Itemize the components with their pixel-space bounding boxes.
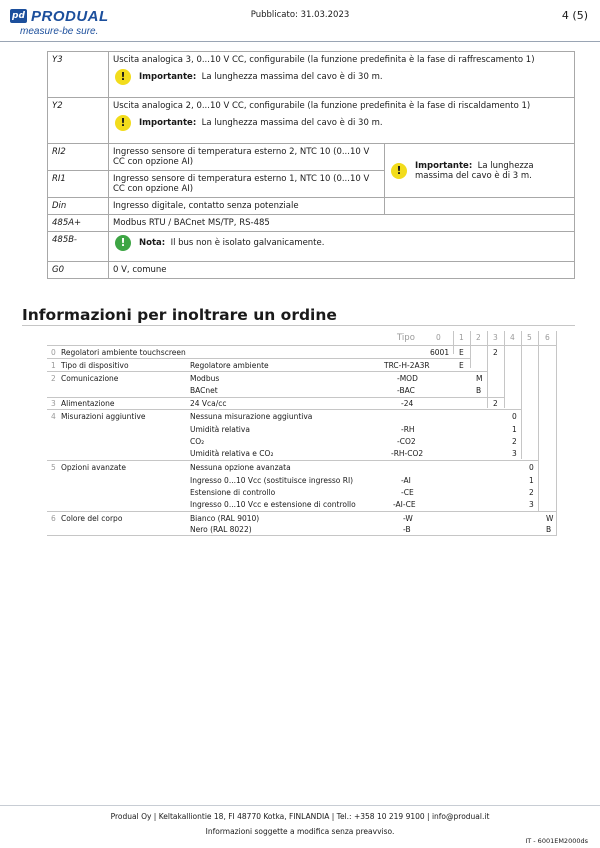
order-code: -B [403, 525, 411, 534]
row-name: Opzioni avanzate [61, 463, 126, 472]
row-name: Alimentazione [61, 399, 115, 408]
order-value: 2 [493, 399, 498, 408]
col-header: 6 [545, 333, 550, 342]
empty-cell [385, 198, 575, 215]
tipo-header: Tipo [397, 333, 415, 343]
table-row [48, 198, 575, 215]
row-option: Modbus [190, 374, 220, 383]
row-option: Bianco (RAL 9010) [190, 514, 260, 523]
row-option: Nessuna opzione avanzata [190, 463, 291, 472]
row-name: Colore del corpo [61, 514, 123, 523]
note-text: La lunghezza massima del cavo è di 30 m. [201, 118, 383, 128]
row-option: Nessuna misurazione aggiuntiva [190, 412, 313, 421]
note-text: La lunghezza massima del cavo è di 3 m. [415, 160, 534, 181]
brand-tagline: measure-be sure. [20, 26, 99, 37]
table-row [48, 262, 575, 279]
order-value: B [476, 386, 482, 395]
order-code: -CO2 [397, 437, 416, 446]
row-number: 4 [51, 412, 56, 421]
order-code: TRC-H-2A3R [384, 361, 430, 370]
order-code: -W [403, 514, 413, 523]
order-code: -AI-CE [393, 500, 416, 509]
order-value: 0 [512, 412, 517, 421]
order-code: -RH [401, 425, 415, 434]
terminal-label: G0 [48, 262, 109, 279]
row-number: 1 [51, 361, 56, 370]
row-name: Misurazioni aggiuntive [61, 412, 146, 421]
terminal-label: RI1 [48, 171, 109, 198]
brand-name: PRODUAL [31, 8, 109, 25]
terminal-label: 485A+ [48, 215, 109, 232]
note-important [113, 69, 570, 85]
order-value: 3 [529, 500, 534, 509]
table-row [48, 52, 575, 98]
col-header: 5 [527, 333, 532, 342]
terminal-desc: Modbus RTU / BACnet MS/TP, RS-485 [109, 215, 575, 232]
order-value: M [476, 374, 483, 383]
note-important [389, 161, 570, 181]
row-option: 24 Vca/cc [190, 399, 227, 408]
note-title: Nota: [139, 238, 166, 248]
row-option: Umidità relativa e CO₂ [190, 449, 274, 458]
order-value: 0 [529, 463, 534, 472]
order-code: -CE [401, 488, 414, 497]
table-row [48, 215, 575, 232]
order-value: 2 [512, 437, 517, 446]
row-number: 0 [51, 348, 56, 357]
terminal-cell [109, 98, 575, 144]
terminal-label: Y2 [48, 98, 109, 144]
row-option: Estensione di controllo [190, 488, 276, 497]
terminal-desc: Ingresso sensore di temperatura esterno 2, NTC 10 (0...10 V CC con opzione AI) [109, 144, 385, 171]
order-table [47, 331, 560, 535]
row-number: 6 [51, 514, 56, 523]
col-header: 0 [436, 333, 441, 342]
logo-mark: pd [10, 9, 27, 23]
row-number: 5 [51, 463, 56, 472]
terminal-desc: Uscita analogica 3, 0...10 V CC, configurabile (la funzione predefinita è la fase di raffrescamento 1) [113, 55, 535, 65]
terminal-desc: Ingresso digitale, contatto senza potenziale [109, 198, 385, 215]
order-value: B [546, 525, 552, 534]
order-value: 2 [493, 348, 498, 357]
terminal-label: RI2 [48, 144, 109, 171]
row-number: 3 [51, 399, 56, 408]
note-text: Il bus non è isolato galvanicamente. [170, 238, 325, 248]
heading-divider [22, 325, 575, 326]
section-heading: Informazioni per inoltrare un ordine [22, 306, 337, 324]
row-option: Nero (RAL 8022) [190, 525, 252, 534]
table-row [48, 144, 575, 171]
note-title: Importante: [415, 160, 473, 171]
col-header: 2 [476, 333, 481, 342]
col-header: 4 [510, 333, 515, 342]
order-code: -MOD [397, 374, 418, 383]
terminal-cell [109, 232, 575, 262]
row-option: CO₂ [190, 437, 205, 446]
row-name: Comunicazione [61, 374, 119, 383]
row-number: 2 [51, 374, 56, 383]
published-date: Pubblicato: 31.03.2023 [250, 10, 350, 20]
note-important [113, 115, 570, 131]
order-code: -AI [401, 476, 411, 485]
terminal-desc: Uscita analogica 2, 0...10 V CC, configurabile (la funzione predefinita è la fase di riscaldamento 1) [113, 101, 531, 111]
order-code: -RH-CO2 [391, 449, 424, 458]
order-value: 1 [512, 425, 517, 434]
order-value: 2 [529, 488, 534, 497]
note-title: Importante: [139, 118, 197, 128]
order-value: 3 [512, 449, 517, 458]
note-text: La lunghezza massima del cavo è di 30 m. [201, 72, 383, 82]
page-number: 4 (5) [561, 9, 588, 22]
order-value: E [459, 348, 464, 357]
order-value: 1 [529, 476, 534, 485]
order-code: -24 [401, 399, 414, 408]
col-header: 1 [459, 333, 464, 342]
order-value: E [459, 361, 464, 370]
terminal-desc: Ingresso sensore di temperatura esterno 1, NTC 10 (0...10 V CC con opzione AI) [109, 171, 385, 198]
warning-icon: ! [391, 163, 407, 179]
terminal-label: 485B- [48, 232, 109, 262]
order-code: -BAC [397, 386, 415, 395]
info-icon: ! [115, 235, 131, 251]
row-name: Tipo di dispositivo [61, 361, 129, 370]
row-option: Ingresso 0...10 Vcc e estensione di controllo [190, 500, 356, 509]
terminal-cell [109, 52, 575, 98]
table-row [48, 232, 575, 262]
terminal-table [47, 51, 575, 279]
table-row [48, 98, 575, 144]
row-option: Umidità relativa [190, 425, 250, 434]
terminal-label: Din [48, 198, 109, 215]
terminal-label: Y3 [48, 52, 109, 98]
order-value: W [546, 514, 554, 523]
footer-address: Produal Oy | Keltakalliontie 18, FI 48770 Kotka, FINLANDIA | Tel.: +358 10 219 9100 | info@produal.it [110, 812, 490, 821]
note-info [113, 235, 570, 251]
row-option: Ingresso 0...10 Vcc (sostituisce ingresso RI) [190, 476, 354, 485]
col-header: 3 [493, 333, 498, 342]
footer-divider [0, 805, 600, 806]
terminal-desc: 0 V, comune [109, 262, 575, 279]
ri-note-cell [385, 144, 575, 198]
row-name: Regolatori ambiente touchscreen [61, 348, 186, 357]
order-code: 6001 [430, 348, 450, 357]
footer-disclaimer: Informazioni soggette a modifica senza preavviso. [205, 827, 395, 836]
warning-icon: ! [115, 69, 131, 85]
row-option: BACnet [190, 386, 218, 395]
row-option: Regolatore ambiente [190, 361, 269, 370]
warning-icon: ! [115, 115, 131, 131]
document-id: IT - 6001EM2000ds [525, 837, 588, 845]
header-divider [0, 41, 600, 42]
note-title: Importante: [139, 72, 197, 82]
